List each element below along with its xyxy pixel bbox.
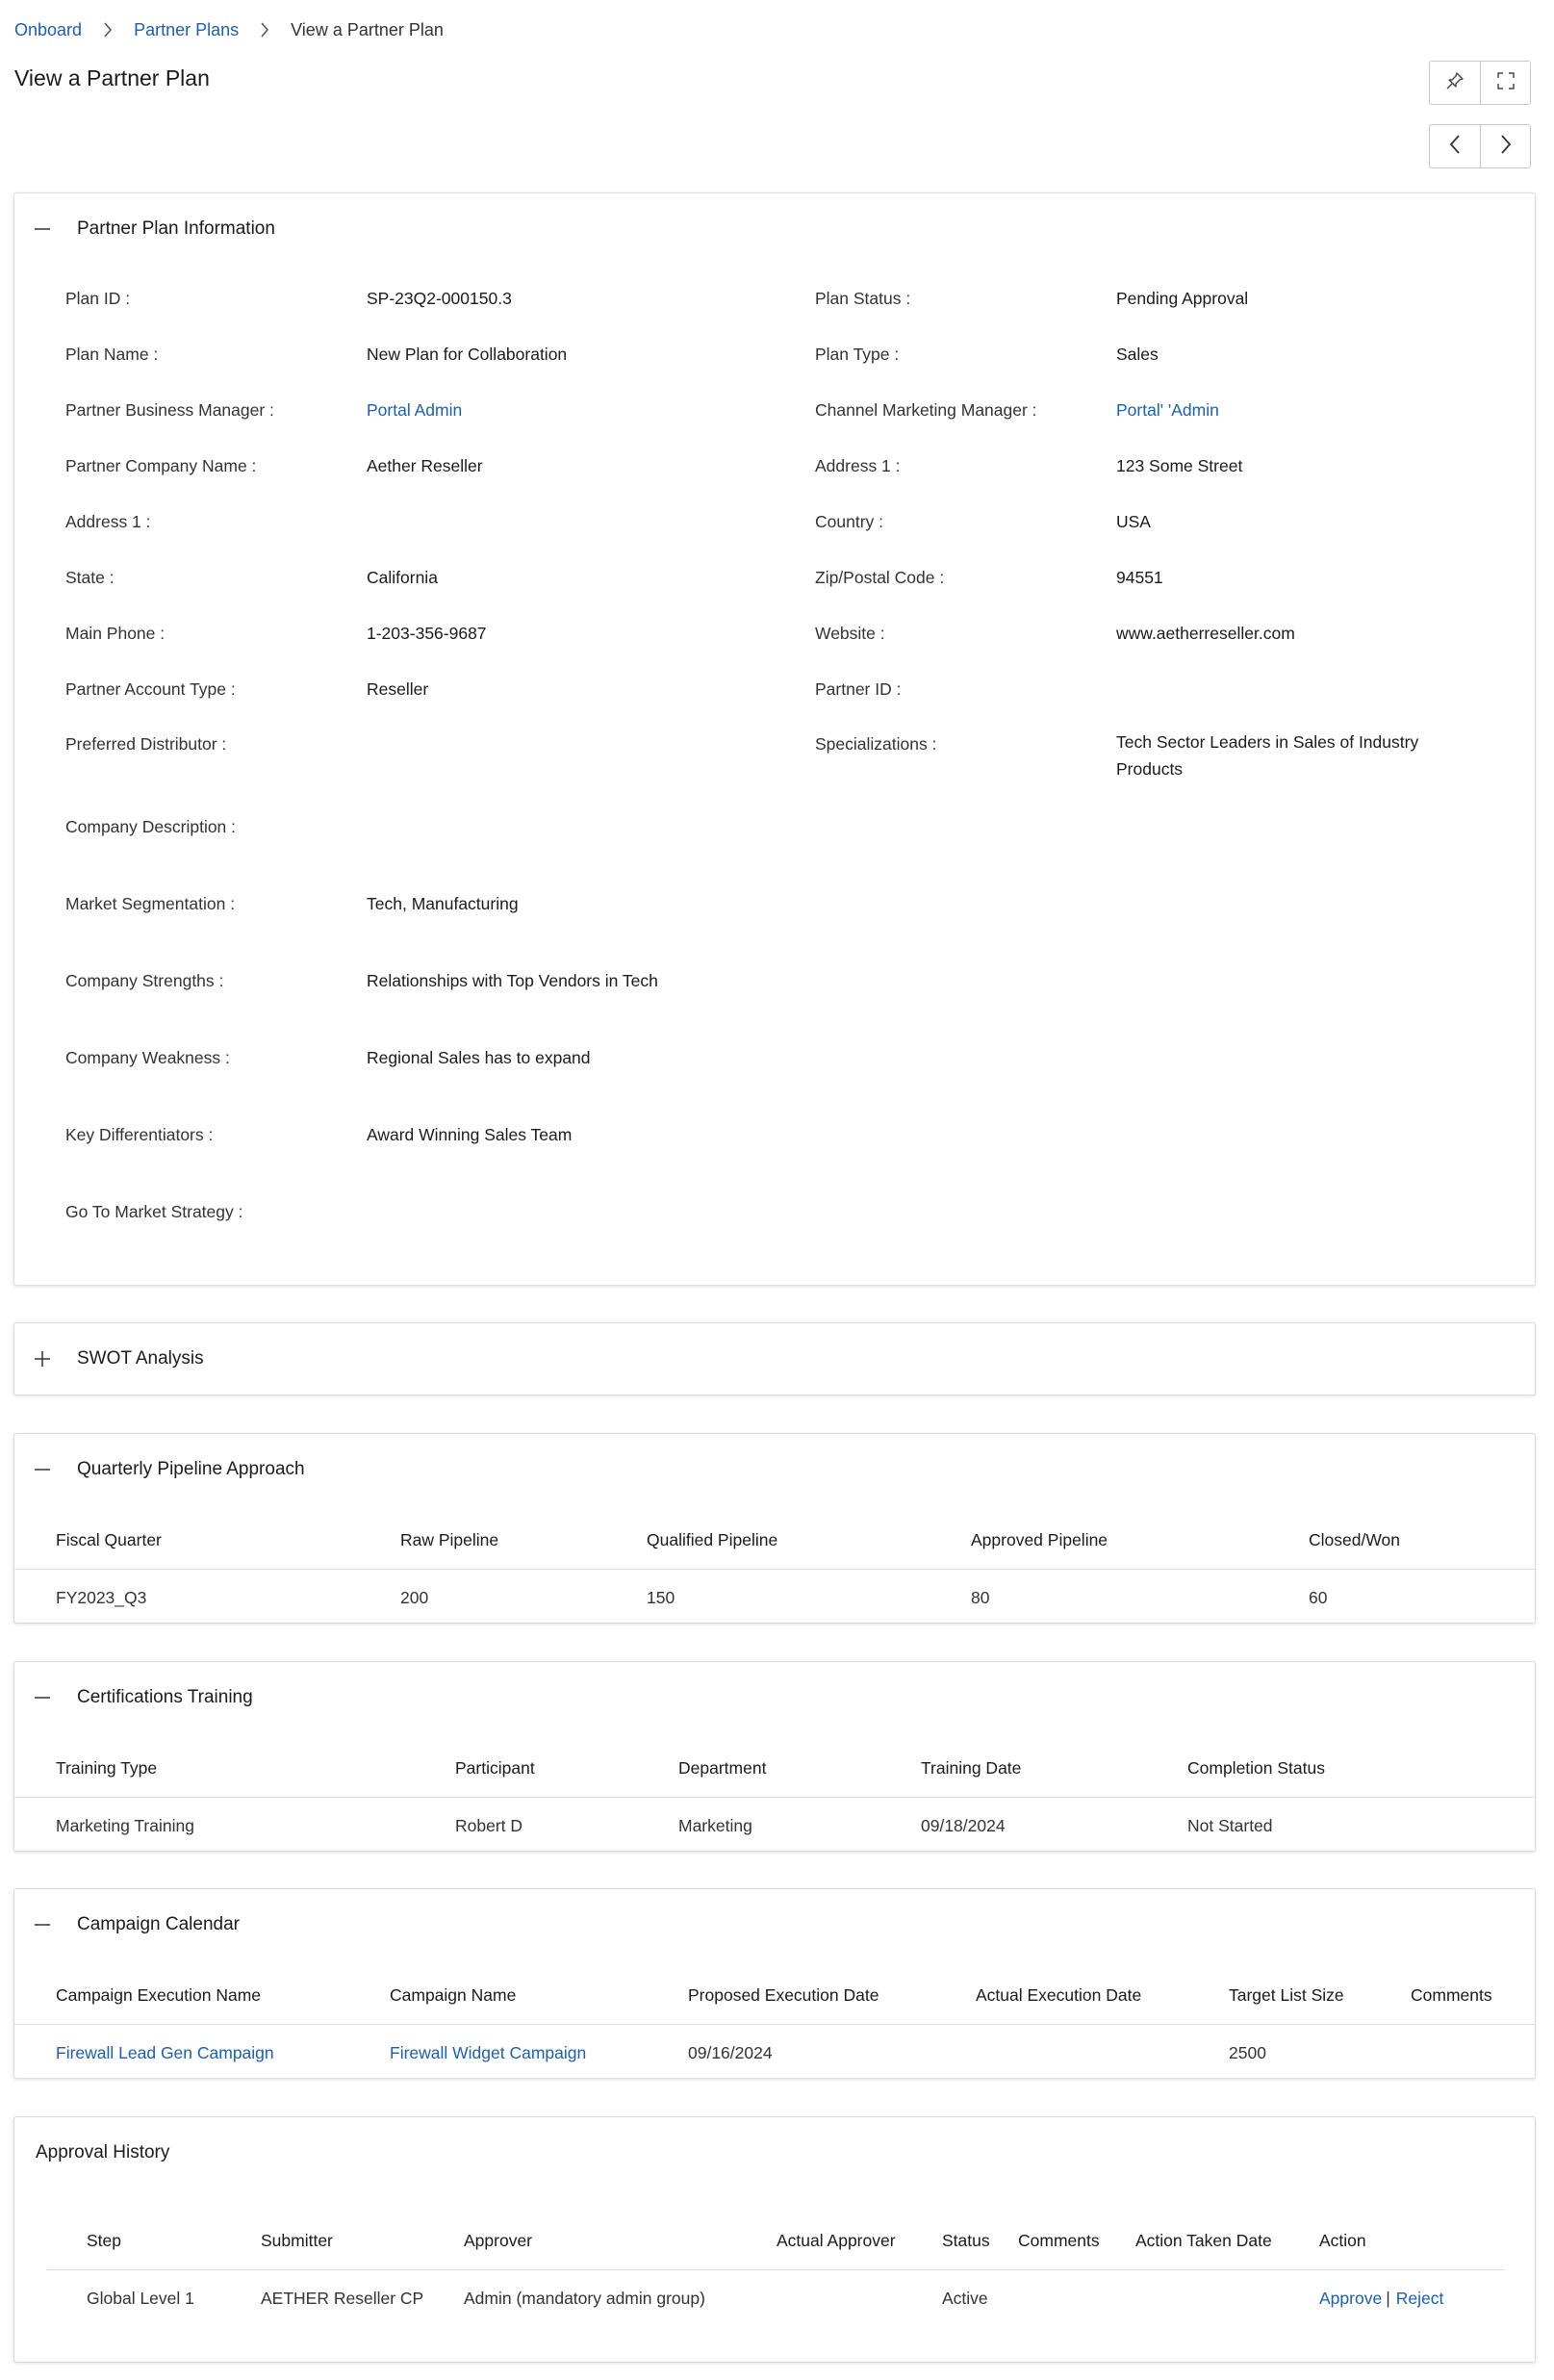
column-header: Training Date [921,1758,1022,1778]
plan-id-label: Plan ID : [65,289,131,308]
target-list-size-cell: 2500 [1229,2043,1266,2062]
address-1-label: Address 1 : [815,456,901,475]
breadcrumb-partner-plans[interactable]: Partner Plans [134,19,240,39]
market-segmentation-label: Market Segmentation : [65,894,236,913]
column-header: Participant [455,1758,535,1778]
divider [14,1569,1535,1570]
chevron-right-icon [1499,134,1513,160]
previous-record-button[interactable] [1430,125,1480,167]
panel-title: Campaign Calendar [77,1914,240,1934]
chevron-right-icon [260,22,269,38]
swot-analysis-header[interactable] [32,1323,204,1395]
raw-pipeline-cell: 200 [400,1588,429,1607]
approval-history-table [14,2117,1535,2364]
action-cell [1319,2289,1443,2309]
closed-won-cell: 60 [1309,1588,1328,1607]
column-header: Status [942,2231,990,2250]
plan-id-value: SP-23Q2-000150.3 [367,289,512,308]
main-phone-label: Main Phone : [65,624,166,643]
column-header: Campaign Execution Name [56,1985,262,2005]
campaign-table [14,1889,1535,2080]
proposed-execution-date-cell: 09/16/2024 [688,2043,773,2062]
swot-analysis-panel [13,1322,1536,1395]
approved-pipeline-cell: 80 [971,1588,990,1607]
column-header: Campaign Name [390,1985,517,2005]
column-header: Comments [1018,2231,1100,2250]
column-header: Approver [464,2231,533,2250]
breadcrumb [14,17,444,42]
website-value: www.aetherreseller.com [1116,624,1295,643]
pin-button[interactable] [1430,62,1480,104]
partner-plan-information-header[interactable] [32,193,275,265]
column-header: Qualified Pipeline [647,1530,778,1549]
campaign-execution-link[interactable]: Firewall Lead Gen Campaign [56,2043,274,2062]
panel-title: Approval History [36,2142,170,2162]
fiscal-quarter-cell: FY2023_Q3 [56,1588,147,1607]
partner-company-name-value: Aether Reseller [367,456,483,475]
partner-account-type-value: Reseller [367,679,429,699]
column-header: Step [87,2231,121,2250]
plan-name-label: Plan Name : [65,345,159,364]
partner-plan-information-panel [13,192,1536,1286]
plus-icon [32,1348,53,1369]
column-header: Actual Approver [777,2231,896,2250]
column-header: Action Taken Date [1135,2231,1272,2250]
channel-marketing-manager-link[interactable]: Portal' 'Admin [1116,400,1219,420]
pipeline-table [14,1434,1535,1625]
partner-company-name-label: Partner Company Name : [65,456,257,475]
state-label: State : [65,568,115,587]
column-header: Proposed Execution Date [688,1985,879,2005]
partner-account-type-label: Partner Account Type : [65,679,236,699]
approver-cell: Admin (mandatory admin group) [464,2289,705,2308]
preferred-distributor-label: Preferred Distributor : [65,734,227,754]
column-header: Comments [1411,1985,1492,2005]
channel-marketing-manager-label: Channel Marketing Manager : [815,400,1037,420]
company-weakness-label: Company Weakness : [65,1048,230,1067]
status-cell: Active [942,2289,988,2308]
main-phone-value: 1-203-356-9687 [367,624,487,643]
panel-title: Partner Plan Information [77,218,275,239]
column-header: Fiscal Quarter [56,1530,162,1549]
country-label: Country : [815,512,883,531]
company-weakness-value: Regional Sales has to expand [367,1048,591,1067]
record-navigation [1429,124,1531,168]
column-header: Submitter [261,2231,333,2250]
quarterly-pipeline-panel [13,1433,1536,1624]
page-title: View a Partner Plan [14,65,210,90]
column-header: Training Type [56,1758,158,1778]
breadcrumb-onboard[interactable]: Onboard [14,19,83,39]
partner-business-manager-label: Partner Business Manager : [65,400,274,420]
divider [14,2024,1535,2025]
key-differentiators-label: Key Differentiators : [65,1125,214,1144]
reject-link[interactable]: Reject [1395,2289,1444,2308]
chevron-right-icon [103,22,113,38]
breadcrumb-current: View a Partner Plan [291,19,444,39]
panel-title: Certifications Training [77,1687,253,1707]
panel-title: SWOT Analysis [77,1348,204,1369]
country-value: USA [1116,512,1151,531]
certifications-table [14,1662,1535,1853]
fullscreen-button[interactable] [1480,62,1530,104]
column-header: Action [1319,2231,1366,2250]
go-to-market-strategy-label: Go To Market Strategy : [65,1202,243,1221]
specializations-value: Tech Sector Leaders in Sales of Industry Products [1116,732,1419,779]
qualified-pipeline-cell: 150 [647,1588,675,1607]
column-header: Closed/Won [1309,1530,1401,1549]
pin-icon [1445,71,1465,95]
partner-id-label: Partner ID : [815,679,902,699]
specializations-label: Specializations : [815,734,937,754]
company-strengths-value: Relationships with Top Vendors in Tech [367,971,658,990]
training-type-cell: Marketing Training [56,1816,194,1835]
training-date-cell: 09/18/2024 [921,1816,1006,1835]
step-cell: Global Level 1 [87,2289,194,2308]
completion-status-cell: Not Started [1187,1816,1273,1835]
view-tools [1429,61,1531,105]
column-header: Approved Pipeline [971,1530,1108,1549]
company-description-label: Company Description : [65,817,237,836]
minus-icon [32,218,53,240]
fullscreen-icon [1496,71,1516,95]
plan-name-value: New Plan for Collaboration [367,345,568,364]
plan-type-value: Sales [1116,345,1159,364]
column-header: Completion Status [1187,1758,1325,1778]
state-value: California [367,568,438,587]
address-1-secondary-label: Address 1 : [65,512,151,531]
column-header: Raw Pipeline [400,1530,499,1549]
chevron-left-icon [1448,134,1462,160]
department-cell: Marketing [678,1816,752,1835]
key-differentiators-value: Award Winning Sales Team [367,1125,573,1144]
address-1-value: 123 Some Street [1116,456,1243,475]
website-label: Website : [815,624,885,643]
divider [14,1797,1535,1798]
plan-status-value: Pending Approval [1116,289,1249,308]
divider [47,2269,1504,2270]
market-segmentation-value: Tech, Manufacturing [367,894,519,913]
next-record-button[interactable] [1480,125,1530,167]
participant-cell: Robert D [455,1816,523,1835]
column-header: Actual Execution Date [976,1985,1142,2005]
zip-value: 94551 [1116,568,1163,587]
panel-title: Quarterly Pipeline Approach [77,1459,305,1479]
plan-status-label: Plan Status : [815,289,911,308]
zip-label: Zip/Postal Code : [815,568,945,587]
plan-type-label: Plan Type : [815,345,900,364]
column-header: Department [678,1758,767,1778]
column-header: Target List Size [1229,1985,1344,2005]
company-strengths-label: Company Strengths : [65,971,224,990]
certifications-training-panel [13,1661,1536,1852]
action-separator: | [1386,2289,1390,2308]
approval-history-panel [13,2116,1536,2363]
campaign-name-link[interactable]: Firewall Widget Campaign [390,2043,587,2062]
campaign-calendar-panel [13,1888,1536,2079]
approve-link[interactable]: Approve [1319,2289,1383,2308]
partner-business-manager-link[interactable]: Portal Admin [367,400,463,420]
submitter-cell: AETHER Reseller CP [261,2289,424,2308]
